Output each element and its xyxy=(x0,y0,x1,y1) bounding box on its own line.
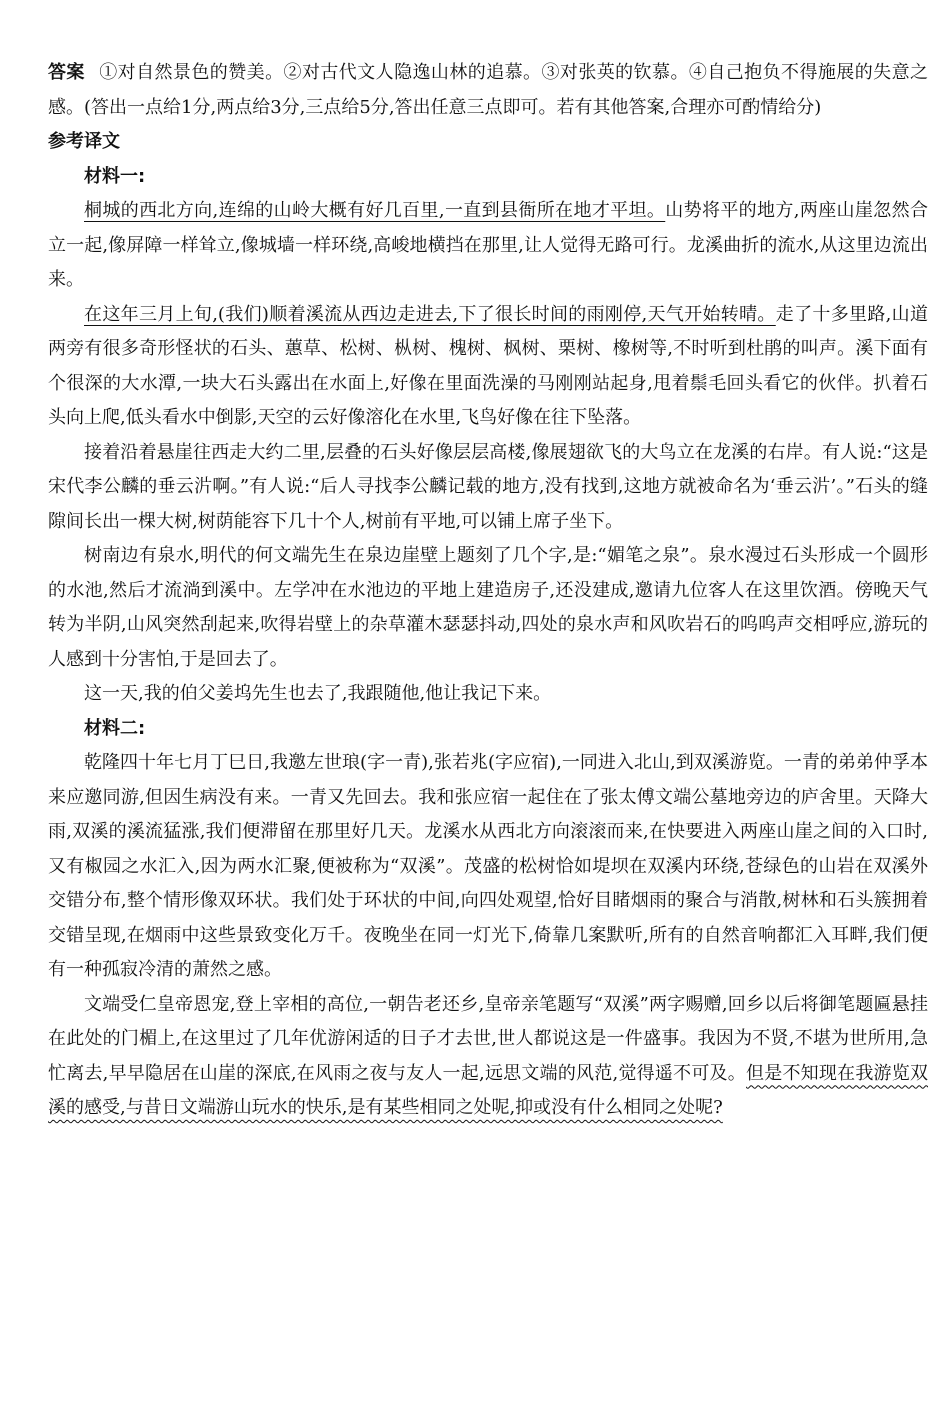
material2-paragraph-2 xyxy=(48,988,928,1126)
underlined-sentence: 在这年三月上旬,(我们)顺着溪流从西边走进去,下了很长时间的雨刚停,天气开始转晴。 xyxy=(84,303,776,325)
material1-paragraph-3: 接着沿着悬崖往西走大约二里,层叠的石头好像层层高楼,像展翅欲飞的大鸟立在龙溪的右岸。有人说:“这是宋代李公麟的垂云沜啊。”有人说:“后人寻找李公麟记载的地方,没有找到,这地方就被命名为‘垂云沜’。”石头的缝隙间长出一棵大树,树荫能容下几十个人,树前有平地,可以铺上席子坐下。 xyxy=(48,441,928,532)
material2-paragraph-1: 乾隆四十年七月丁巳日,我邀左世琅(字一青),张若兆(字应宿),一同进入北山,到双溪游览。一青的弟弟仲孚本来应邀同游,但因生病没有来。一青又先回去。我和张应宿一起住在了张太傅文端公墓地旁边的庐舍里。天降大雨,双溪的溪流猛涨,我们便滞留在那里好几天。龙溪水从西北方向滚滚而来,在快要进入两座山崖之间的入口时,又有椒园之水汇入,因为两水汇聚,便被称为“双溪”。茂盛的松树恰如堤坝在双溪内环绕,苍绿色的山岩在双溪外交错分布,整个情形像双环状。我们处于环状的中间,向四处观望,恰好目睹烟雨的聚合与消散,树林和石头簇拥着交错呈现,在烟雨中这些景致变化万千。夜晚坐在同一灯光下,倚靠几案默听,所有的自然音响都汇入耳畔,我们便有一种孤寂冷清的萧然之感。 xyxy=(48,752,928,980)
answer-label: 答案 xyxy=(48,62,85,83)
translation-heading: 参考译文 xyxy=(48,131,120,152)
paragraph-text: 山势将平的地方,两座山崖忽然合立一起,像屏障一样耸立,像城墙一样环绕,高峻地横挡在那里,让人觉得无路可行。龙溪曲折的流水,从这里边流出来。 xyxy=(48,200,928,290)
document-page xyxy=(48,56,928,1126)
material1-paragraph-2 xyxy=(48,298,928,436)
material1-paragraph-5: 这一天,我的伯父姜坞先生也去了,我跟随他,他让我记下来。 xyxy=(84,683,552,704)
material1-paragraph-1 xyxy=(48,194,928,298)
paragraph-text: 文端受仁皇帝恩宠,登上宰相的高位,一朝告老还乡,皇帝亲笔题写“双溪”两字赐赠,回乡以后将御笔题匾悬挂在此处的门楣上,在这里过了几年优游闲适的日子才去世,世人都说这是一件盛事。我因为不贤,不堪为世所用,急忙离去,早早隐居在山崖的深底,在风雨之夜与友人一起,远思文端的风范,觉得遥不可及。 xyxy=(48,993,928,1084)
wavy-underlined-sentence: 但是不知现在我游览双溪的感受,与昔日文端游山玩水的快乐,是有某些相同之处呢,抑或没有什么相同之处呢? xyxy=(48,1062,928,1118)
answer-text: ①对自然景色的赞美。②对古代文人隐逸山林的追慕。③对张英的钦慕。④自己抱负不得施展的失意之感。(答出一点给1分,两点给3分,三点给5分,答出任意三点即可。若有其他答案,合理亦可酌情给分) xyxy=(48,62,929,118)
material1-heading: 材料一: xyxy=(84,165,146,187)
paragraph-text: 走了十多里路,山道两旁有很多奇形怪状的石头、蕙草、松树、枞树、槐树、枫树、栗树、橡树等,不时听到杜鹃的叫声。溪下面有个很深的大水潭,一块大石头露出在水面上,好像在里面洗澡的马刚刚站起身,甩着鬃毛回头看它的伙伴。扒着石头向上爬,低头看水中倒影,天空的云好像溶化在水里,飞鸟好像在往下坠落。 xyxy=(48,303,928,428)
material2-heading: 材料二: xyxy=(84,717,146,739)
underlined-sentence: 桐城的西北方向,连绵的山岭大概有好几百里,一直到县衙所在地才平坦。 xyxy=(84,200,666,221)
answer-paragraph xyxy=(48,56,928,125)
material1-paragraph-4: 树南边有泉水,明代的何文端先生在泉边崖壁上题刻了几个字,是:“媚笔之泉”。泉水漫过石头形成一个圆形的水池,然后才流淌到溪中。左学冲在水池边的平地上建造房子,还没建成,邀请九位客人在这里饮酒。傍晚天气转为半阴,山风突然刮起来,吹得岩壁上的杂草灌木瑟瑟抖动,四处的泉水声和风吹岩石的呜呜声交相呼应,游玩的人感到十分害怕,于是回去了。 xyxy=(48,545,928,670)
